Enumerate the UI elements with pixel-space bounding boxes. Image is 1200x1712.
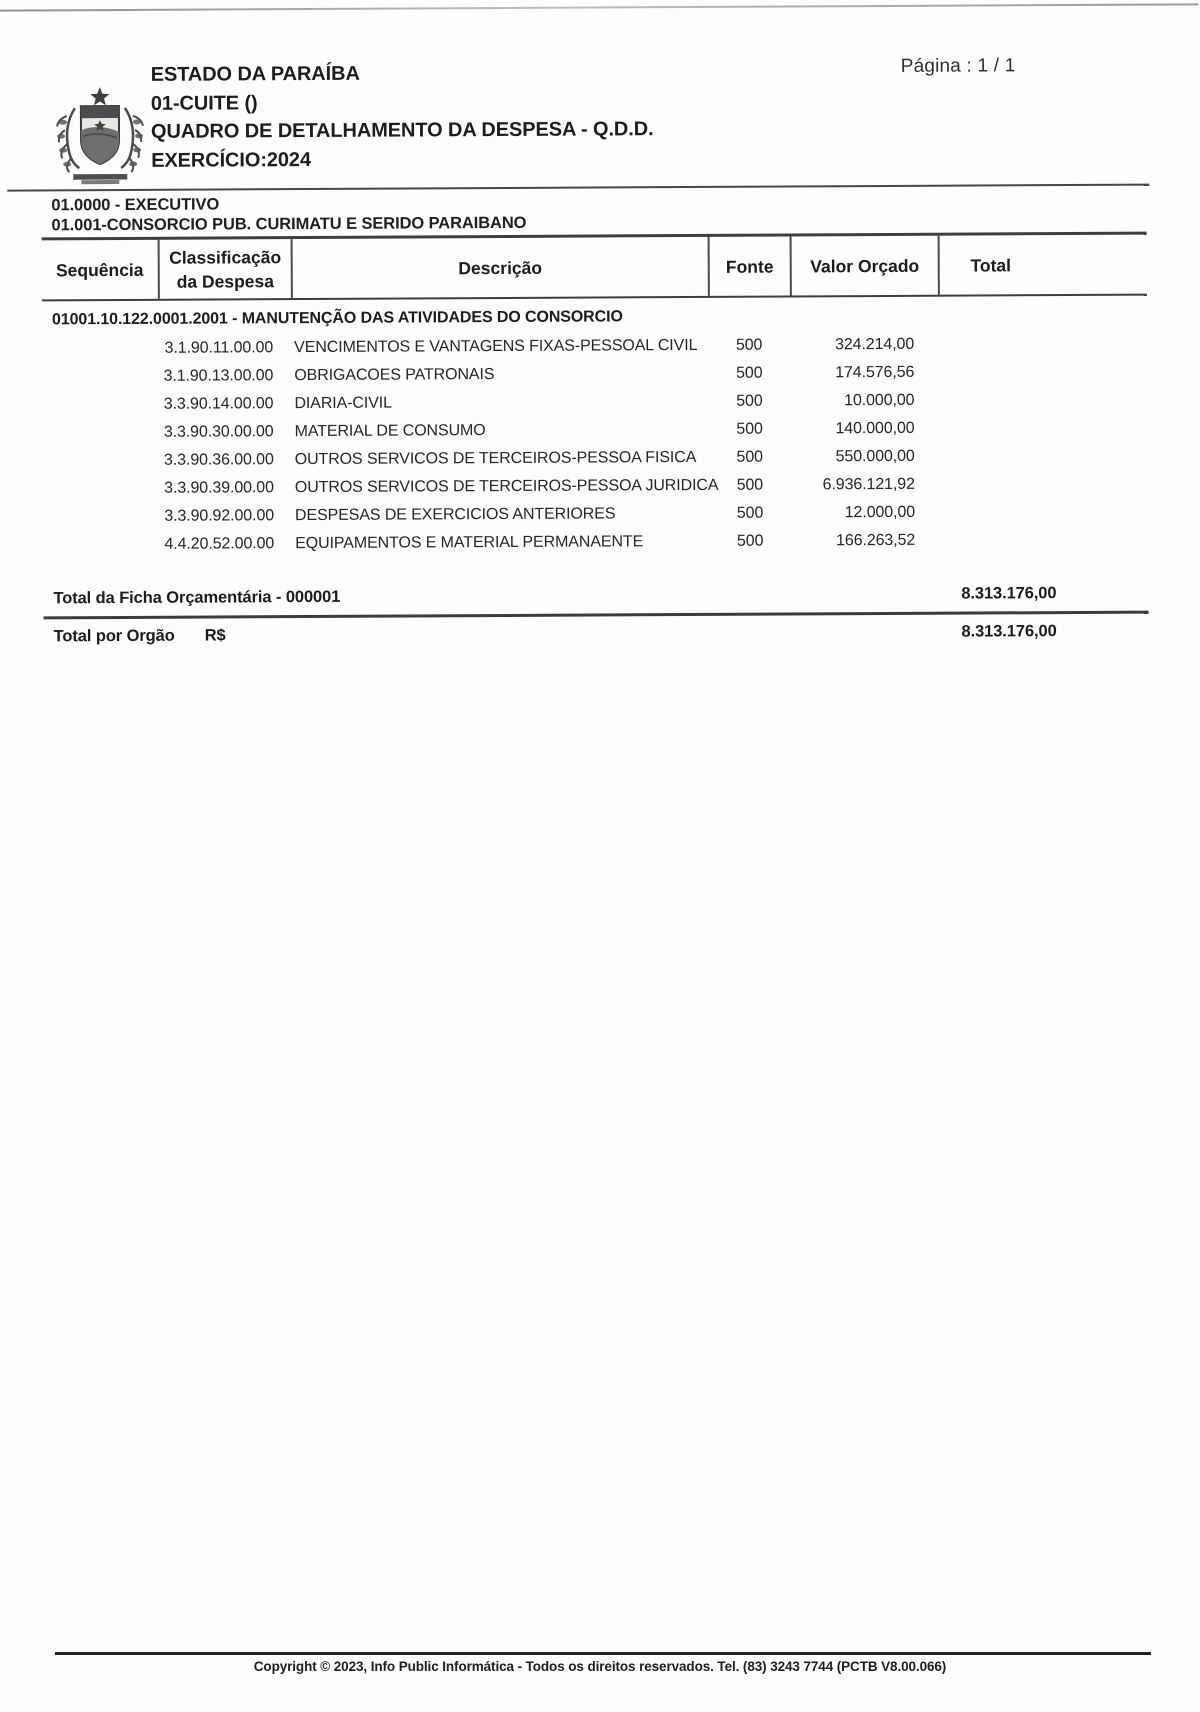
expense-fonte: 500 [736, 504, 764, 522]
expense-fonte: 500 [736, 532, 764, 550]
expense-classification-code: 4.4.20.52.00.00 [164, 535, 275, 553]
expense-description: OUTROS SERVICOS DE TERCEIROS-PESSOA FISICA [294, 448, 697, 469]
expense-description: EQUIPAMENTOS E MATERIAL PERMANAENTE [295, 533, 644, 553]
currency-symbol: R$ [204, 625, 226, 645]
expense-valor-orcado: 166.263,52 [836, 531, 916, 550]
organ-block [51, 193, 526, 235]
expense-classification-code: 3.1.90.11.00.00 [164, 339, 274, 357]
column-header-fonte: Fonte [708, 236, 790, 295]
sequencia-cell [43, 475, 159, 504]
expense-classification-code: 3.3.90.14.00.00 [163, 395, 274, 413]
expense-classification-code: 3.3.90.92.00.00 [164, 507, 275, 525]
footer-divider [55, 1652, 1151, 1655]
expense-description: OUTROS SERVICOS DE TERCEIROS-PESSOA JURIDICA [294, 476, 719, 497]
total-cell [939, 442, 1148, 471]
total-cell [938, 386, 1147, 415]
expense-description: MATERIAL DE CONSUMO [294, 422, 486, 441]
expense-classification-code: 3.3.90.30.00.00 [163, 423, 274, 441]
report-header [151, 58, 654, 175]
expense-valor-orcado: 174.576,56 [835, 363, 915, 382]
column-header-classificacao: Classificação da Despesa [158, 239, 291, 299]
sequencia-cell [43, 503, 159, 532]
entity-name: 01-CUITE () [150, 91, 258, 115]
expense-description: DIARIA-CIVIL [294, 394, 392, 413]
column-header-descricao: Descrição [291, 237, 708, 298]
total-ficha-value: 8.313.176,00 [961, 584, 1057, 603]
total-cell [939, 414, 1148, 443]
sequencia-cell [43, 447, 159, 476]
total-cell [939, 498, 1148, 527]
expense-fonte: 500 [736, 364, 763, 382]
column-header-valor-orcado: Valor Orçado [790, 236, 938, 296]
expense-valor-orcado: 550.000,00 [835, 447, 915, 466]
scan-edge-artifact [0, 3, 1198, 11]
organ-unit: 01.001-CONSORCIO PUB. CURIMATU E SERIDO PARAIBANO [51, 213, 527, 235]
expense-row [43, 526, 1148, 560]
expense-description: VENCIMENTOS E VANTAGENS FIXAS-PESSOAL CIVIL [294, 336, 698, 357]
expense-fonte: 500 [736, 476, 764, 494]
copyright-text: Copyright © 2023, Info Public Informática - Todos os direitos reservados. Tel. (83) 3243 7744 (PCTB V8.00.066) [253, 1659, 947, 1674]
fiscal-year: EXERCÍCIO:2024 [151, 148, 312, 172]
sequencia-cell [42, 335, 158, 364]
expense-valor-orcado: 6.936.121,92 [822, 475, 915, 494]
total-ficha-label: Total da Ficha Orçamentária - 000001 [53, 587, 341, 608]
expense-classification-code: 3.1.90.13.00.00 [163, 367, 274, 385]
sequencia-cell [42, 363, 158, 392]
expense-description: DESPESAS DE EXERCICIOS ANTERIORES [294, 505, 616, 525]
total-orgao-row [44, 617, 1149, 649]
state-name: ESTADO DA PARAÍBA [150, 62, 360, 86]
expense-classification-code: 3.3.90.36.00.00 [163, 451, 274, 469]
sequencia-cell [42, 391, 158, 420]
organ-power: 01.0000 - EXECUTIVO [51, 195, 220, 215]
expense-table-header [42, 232, 1147, 302]
total-cell [938, 358, 1147, 387]
program-group-title: 01001.10.122.0001.2001 - MANUTENÇÃO DAS ATIVIDADES DO CONSORCIO [51, 308, 623, 329]
expense-fonte: 500 [735, 336, 763, 354]
expense-fonte: 500 [736, 420, 763, 438]
sequencia-cell [43, 531, 159, 560]
expense-fonte: 500 [736, 392, 763, 410]
header-divider [7, 184, 1149, 192]
paraiba-coat-of-arms-icon [53, 84, 148, 186]
total-orgao-label: Total por Orgão R$ [53, 625, 226, 645]
total-cell [939, 526, 1148, 555]
total-orgao-value: 8.313.176,00 [961, 621, 1057, 641]
total-cell [938, 330, 1147, 359]
expense-classification-code: 3.3.90.39.00.00 [164, 479, 274, 497]
total-cell [939, 470, 1148, 499]
column-header-total: Total [938, 235, 1147, 295]
column-header-sequencia: Sequência [55, 259, 144, 280]
page-number: Página : 1 / 1 [900, 55, 1016, 77]
sequencia-cell [43, 419, 159, 448]
expense-description: OBRIGACOES PATRONAIS [294, 366, 495, 385]
expense-table [42, 232, 1149, 649]
expense-valor-orcado: 12.000,00 [844, 503, 916, 522]
expense-fonte: 500 [736, 448, 763, 466]
total-ficha-row [43, 580, 1148, 612]
report-title: QUADRO DE DETALHAMENTO DA DESPESA - Q.D.D. [150, 118, 654, 143]
expense-valor-orcado: 10.000,00 [844, 391, 915, 410]
expense-valor-orcado: 324.214,00 [835, 335, 915, 354]
expense-valor-orcado: 140.000,00 [835, 419, 915, 438]
